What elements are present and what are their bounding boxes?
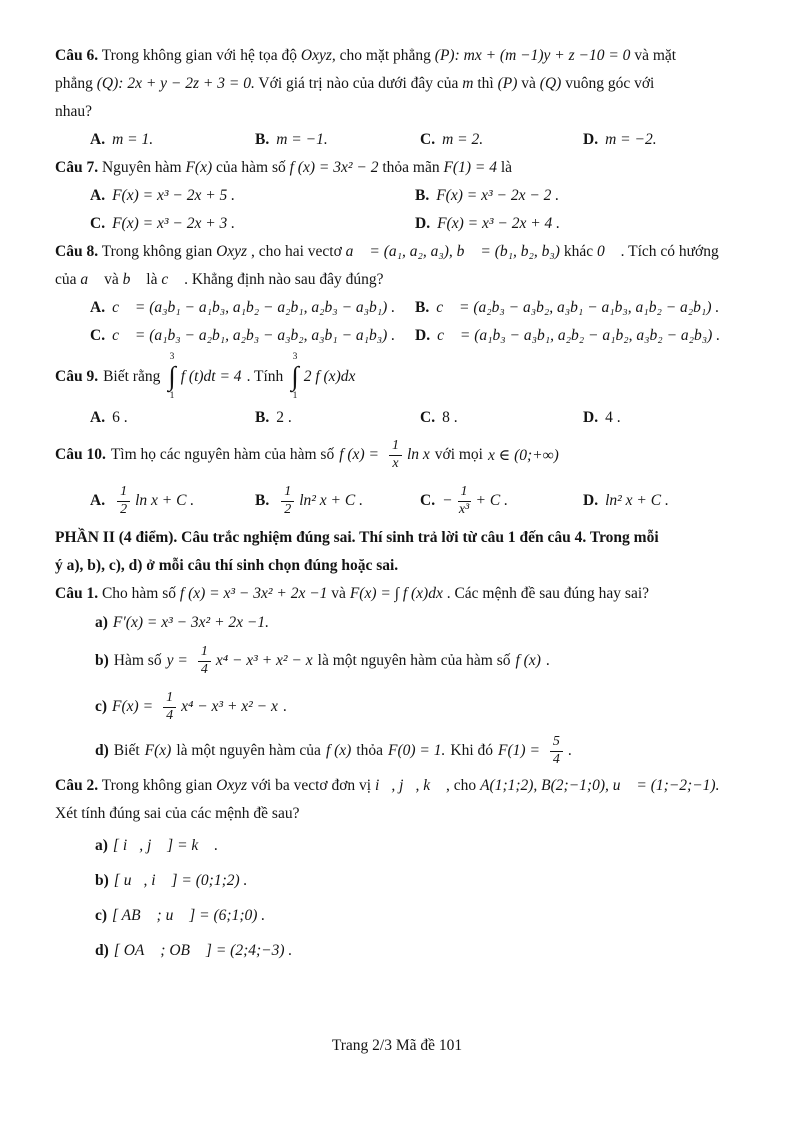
item-letter: b) bbox=[95, 871, 109, 889]
question-10-math: ln x bbox=[406, 446, 430, 463]
question-6-text: phẳng bbox=[55, 75, 97, 92]
question-8-text: , cho hai vectơ bbox=[247, 243, 346, 260]
q9-option-a bbox=[90, 404, 255, 432]
option-letter: C. bbox=[90, 215, 106, 232]
question-9 bbox=[55, 350, 741, 432]
q10-option-b bbox=[255, 478, 420, 524]
question-6-text: vuông góc với bbox=[561, 75, 655, 92]
p2q1-text: và bbox=[327, 585, 350, 602]
question-6-math: Oxyz, bbox=[300, 47, 336, 64]
item-math: F(x) bbox=[144, 742, 172, 759]
fraction bbox=[550, 735, 563, 767]
option-value: c⃗ = (a₁b₃ − a₃b₁, a₂b₂ − a₁b₂, a₃b₂ − a₂b₃) . bbox=[437, 327, 721, 344]
question-10-label: Câu 10. bbox=[55, 446, 106, 463]
item-math: y = bbox=[166, 652, 188, 669]
p2q2-math: Oxyz bbox=[216, 777, 248, 794]
integral-upper-limit: 3 bbox=[292, 352, 298, 362]
p2q2-text: Trong không gian bbox=[101, 777, 217, 794]
fraction-denominator: 2 bbox=[284, 501, 292, 517]
option-letter: D. bbox=[583, 131, 599, 148]
part2-question-1 bbox=[55, 580, 741, 772]
fraction-numerator: 5 bbox=[550, 735, 563, 752]
question-6-math: m bbox=[462, 75, 474, 92]
part-2-header bbox=[55, 524, 741, 580]
option-letter: A. bbox=[90, 299, 106, 316]
fraction-denominator: 4 bbox=[166, 707, 174, 723]
question-8-text: khác bbox=[559, 243, 597, 260]
p2q2-label: Câu 2. bbox=[55, 777, 99, 794]
option-value: 8 . bbox=[442, 409, 458, 426]
question-7-options bbox=[55, 182, 741, 238]
option-letter: A. bbox=[90, 409, 106, 426]
question-6-label: Câu 6. bbox=[55, 47, 99, 64]
p2q1-line-1 bbox=[55, 580, 741, 608]
q8-option-c bbox=[90, 322, 415, 350]
question-6-math: (Q): 2x + y − 2z + 3 = 0. bbox=[96, 75, 255, 92]
fraction bbox=[281, 485, 294, 517]
option-letter: B. bbox=[255, 492, 270, 509]
fraction-numerator: 1 bbox=[198, 645, 211, 662]
option-value: c⃗ = (a₁b₃ − a₂b₁, a₂b₃ − a₃b₂, a₃b₁ − a₁b₃) . bbox=[112, 327, 396, 344]
item-math: f (x) bbox=[515, 652, 541, 669]
question-7-line-1 bbox=[55, 154, 741, 182]
option-letter: C. bbox=[420, 409, 436, 426]
item-letter: d) bbox=[95, 742, 109, 759]
item-text: . bbox=[282, 698, 287, 715]
question-10-math: f (x) = bbox=[339, 446, 379, 463]
item-math: F(0) = 1. bbox=[388, 742, 446, 759]
page-footer: Trang 2/3 Mã đề 101 bbox=[331, 1037, 463, 1054]
page-content bbox=[55, 42, 741, 968]
p2q2-item-a bbox=[55, 828, 741, 863]
question-10-math: x ∈ (0;+∞) bbox=[488, 446, 559, 464]
question-9-math: 2 f (x)dx bbox=[303, 368, 356, 385]
p2q1-item-a bbox=[55, 608, 741, 638]
item-math: F(1) = bbox=[498, 742, 540, 759]
question-8-math: b⃗ bbox=[122, 271, 143, 288]
question-7-text: Nguyên hàm bbox=[101, 159, 186, 176]
question-8-text: của bbox=[55, 271, 81, 288]
item-math: f (x) bbox=[325, 742, 352, 759]
question-8 bbox=[55, 238, 741, 350]
item-letter: b) bbox=[95, 652, 109, 669]
fraction-denominator: x bbox=[392, 455, 399, 471]
question-8-math: c⃗ bbox=[161, 271, 181, 288]
question-9-options bbox=[55, 404, 741, 432]
integral-upper-limit: 3 bbox=[169, 352, 175, 362]
question-8-math: Oxyz bbox=[216, 243, 248, 260]
question-10-line-1 bbox=[55, 432, 741, 478]
question-8-math: 0⃗ bbox=[596, 243, 617, 260]
p2q2-line-2: Xét tính đúng sai của các mệnh đề sau? bbox=[55, 805, 300, 822]
p2q2-text: , cho bbox=[442, 777, 481, 794]
item-text: là một nguyên hàm của hàm số bbox=[317, 652, 511, 669]
integral-lower-limit: 1 bbox=[292, 390, 298, 401]
item-text: Hàm số bbox=[113, 652, 162, 669]
integral-symbol bbox=[168, 353, 175, 401]
question-7-math: f (x) = 3x² − 2 bbox=[289, 159, 379, 176]
option-letter: D. bbox=[583, 492, 599, 509]
fraction-denominator: 4 bbox=[200, 661, 208, 677]
question-8-text: . Khẳng định nào sau đây đúng? bbox=[180, 271, 384, 288]
item-text: . bbox=[567, 742, 572, 759]
fraction-denominator: x³ bbox=[458, 501, 470, 517]
question-8-label: Câu 8. bbox=[55, 243, 99, 260]
fraction-numerator: 1 bbox=[389, 439, 402, 456]
question-9-text: . Tính bbox=[246, 368, 284, 385]
option-letter: D. bbox=[583, 409, 599, 426]
option-letter: B. bbox=[415, 187, 430, 204]
question-8-line-2 bbox=[55, 266, 741, 294]
p2q1-math: f (x) = x³ − 3x² + 2x −1 bbox=[179, 585, 328, 602]
item-math: F(x) = bbox=[112, 698, 154, 715]
question-10-options bbox=[55, 478, 741, 524]
fraction-numerator: 1 bbox=[281, 485, 294, 502]
question-6-text: Với giá trị nào của dưới đây của bbox=[254, 75, 463, 92]
option-value: 6 . bbox=[112, 409, 128, 426]
option-letter: D. bbox=[415, 327, 431, 344]
q10-option-a bbox=[90, 478, 255, 524]
option-value: c⃗ = (a₂b₃ − a₃b₂, a₃b₁ − a₁b₃, a₁b₂ − a₂b₁) . bbox=[436, 299, 720, 316]
option-letter: C. bbox=[420, 131, 436, 148]
fraction-numerator: 1 bbox=[117, 485, 130, 502]
option-value: F(x) = x³ − 2x + 5 . bbox=[112, 187, 236, 204]
q7-option-b bbox=[415, 182, 741, 210]
question-6-text: cho mặt phẳng bbox=[335, 47, 435, 64]
option-value: F(x) = x³ − 2x + 4 . bbox=[437, 215, 561, 232]
q6-option-d bbox=[583, 126, 741, 154]
q9-option-b bbox=[255, 404, 420, 432]
option-sign: − bbox=[442, 492, 453, 509]
question-6-math: (P): mx + (m −1)y + z −10 = 0 bbox=[434, 47, 631, 64]
p2q2-line-1 bbox=[55, 772, 741, 800]
option-value: ln² x + C . bbox=[605, 492, 669, 509]
item-statement: [ u⃗, i⃗ ] = (0;1;2) . bbox=[113, 871, 248, 889]
p2q2-item-c bbox=[55, 898, 741, 933]
option-letter: B. bbox=[415, 299, 430, 316]
item-letter: a) bbox=[95, 836, 108, 854]
item-text: Khi đó bbox=[450, 742, 494, 759]
question-7-math: F(1) = 4 bbox=[443, 159, 497, 176]
question-8-math: a⃗ bbox=[80, 271, 101, 288]
question-7-text: của hàm số bbox=[212, 159, 290, 176]
fraction bbox=[163, 691, 176, 723]
integral-glyph: ∫ bbox=[168, 360, 176, 391]
question-9-line-1 bbox=[55, 350, 741, 404]
q7-option-c bbox=[90, 210, 415, 238]
p2q1-label: Câu 1. bbox=[55, 585, 99, 602]
fraction bbox=[198, 645, 211, 677]
part-2-header-line-1: PHẦN II (4 điểm). Câu trắc nghiệm đúng sai. Thí sinh trả lời từ câu 1 đến câu 4. Trong mỗi bbox=[55, 529, 659, 546]
question-7-math: F(x) bbox=[185, 159, 213, 176]
question-7-label: Câu 7. bbox=[55, 159, 99, 176]
fraction-denominator: 2 bbox=[120, 501, 128, 517]
fraction-numerator: 1 bbox=[458, 485, 471, 502]
question-8-math: a⃗ = (a₁, a₂, a₃), b⃗ = (b₁, b₂, b₃) bbox=[345, 243, 560, 260]
question-6-text: thì bbox=[473, 75, 498, 92]
option-letter: A. bbox=[90, 492, 106, 509]
q6-option-a bbox=[90, 126, 255, 154]
option-value: F(x) = x³ − 2x + 3 . bbox=[112, 215, 236, 232]
option-value: ln x + C . bbox=[135, 492, 195, 509]
item-text: . bbox=[545, 652, 550, 669]
p2q2-text: với ba vectơ đơn vị bbox=[247, 777, 375, 794]
option-value: 4 . bbox=[605, 409, 621, 426]
question-7-text: là bbox=[496, 159, 513, 176]
option-letter: C. bbox=[90, 327, 106, 344]
option-value: 2 . bbox=[276, 409, 292, 426]
option-letter: D. bbox=[415, 215, 431, 232]
item-letter: d) bbox=[95, 941, 109, 959]
question-6-math: (Q) bbox=[539, 75, 562, 92]
option-value: F(x) = x³ − 2x − 2 . bbox=[436, 187, 560, 204]
option-value: m = 2. bbox=[442, 131, 484, 148]
question-8-text: là bbox=[142, 271, 162, 288]
question-6-text: và bbox=[517, 75, 540, 92]
p2q2-item-b bbox=[55, 863, 741, 898]
option-value: m = −2. bbox=[605, 131, 657, 148]
fraction bbox=[117, 485, 130, 517]
question-6 bbox=[55, 42, 741, 154]
q8-option-d bbox=[415, 322, 741, 350]
q7-option-d bbox=[415, 210, 741, 238]
q9-option-c bbox=[420, 404, 583, 432]
question-7-text: thỏa mãn bbox=[378, 159, 444, 176]
item-text: Biết bbox=[113, 742, 140, 759]
q9-option-d bbox=[583, 404, 741, 432]
item-math: x⁴ − x³ + x² − x bbox=[215, 652, 313, 669]
fraction bbox=[458, 485, 471, 517]
question-10-text: Tìm họ các nguyên hàm của hàm số bbox=[110, 446, 335, 463]
question-6-line-3: nhau? bbox=[55, 103, 93, 120]
option-letter: B. bbox=[255, 131, 270, 148]
item-letter: a) bbox=[95, 614, 108, 631]
item-text: thỏa bbox=[356, 742, 384, 759]
option-letter: A. bbox=[90, 131, 106, 148]
question-6-math: (P) bbox=[497, 75, 518, 92]
item-letter: c) bbox=[95, 698, 108, 715]
p2q1-text: Cho hàm số bbox=[101, 585, 180, 602]
q7-option-a bbox=[90, 182, 415, 210]
question-6-line-2 bbox=[55, 70, 741, 98]
p2q1-text: . Các mệnh đề sau đúng hay sai? bbox=[442, 585, 650, 602]
question-8-text: . Tích có hướng bbox=[616, 243, 719, 260]
item-letter: c) bbox=[95, 906, 108, 924]
question-6-text: Trong không gian với hệ tọa độ bbox=[101, 47, 301, 64]
question-8-text: Trong không gian bbox=[101, 243, 217, 260]
integral-lower-limit: 1 bbox=[169, 390, 175, 401]
option-value: + C . bbox=[475, 492, 508, 509]
question-9-label: Câu 9. bbox=[55, 368, 99, 385]
question-9-text: Biết rằng bbox=[103, 368, 161, 385]
q8-option-a bbox=[90, 294, 415, 322]
question-9-math: f (t)dt = 4 bbox=[180, 368, 242, 385]
fraction-denominator: 4 bbox=[552, 751, 560, 767]
option-value: c⃗ = (a₃b₁ − a₁b₃, a₁b₂ − a₂b₁, a₂b₃ − a₃b₁) . bbox=[112, 299, 396, 316]
option-letter: B. bbox=[255, 409, 270, 426]
q10-option-d bbox=[583, 478, 741, 524]
p2q1-item-d bbox=[55, 730, 741, 772]
part-2-header-line-2: ý a), b), c), d) ở mỗi câu thí sinh chọn đúng hoặc sai. bbox=[55, 557, 399, 574]
question-8-text: và bbox=[100, 271, 123, 288]
fraction bbox=[389, 439, 402, 471]
option-value: m = −1. bbox=[276, 131, 328, 148]
item-statement: [ AB⃗ ; u⃗ ] = (6;1;0) . bbox=[112, 906, 266, 924]
question-7 bbox=[55, 154, 741, 238]
option-letter: A. bbox=[90, 187, 106, 204]
p2q2-item-d bbox=[55, 933, 741, 968]
question-10-text: với mọi bbox=[434, 446, 483, 463]
question-8-line-1 bbox=[55, 238, 741, 266]
q10-option-c bbox=[420, 478, 583, 524]
question-6-line-1 bbox=[55, 42, 741, 70]
p2q1-item-b bbox=[55, 638, 741, 684]
p2q2-math: i⃗, j⃗, k⃗ bbox=[375, 777, 443, 794]
item-math: x⁴ − x³ + x² − x bbox=[181, 698, 278, 715]
item-text: là một nguyên hàm của bbox=[176, 742, 321, 759]
option-value: m = 1. bbox=[112, 131, 154, 148]
fraction-numerator: 1 bbox=[163, 691, 176, 708]
question-8-options bbox=[55, 294, 741, 350]
q6-option-c bbox=[420, 126, 583, 154]
q8-option-b bbox=[415, 294, 741, 322]
item-statement: [ OA⃗ ; OB⃗ ] = (2;4;−3) . bbox=[113, 941, 293, 959]
integral-glyph: ∫ bbox=[291, 360, 299, 391]
p2q2-math: A(1;1;2), B(2;−1;0), u⃗ = (1;−2;−1). bbox=[480, 777, 720, 794]
item-statement: F′(x) = x³ − 3x² + 2x −1. bbox=[112, 614, 270, 631]
item-statement: [ i⃗, j⃗ ] = k⃗ . bbox=[112, 836, 219, 854]
p2q1-item-c bbox=[55, 684, 741, 730]
p2q1-math: F(x) = ∫ f (x)dx bbox=[349, 585, 443, 602]
question-10 bbox=[55, 432, 741, 524]
q6-option-b bbox=[255, 126, 420, 154]
part2-question-2 bbox=[55, 772, 741, 968]
option-value: ln² x + C . bbox=[299, 492, 363, 509]
option-letter: C. bbox=[420, 492, 436, 509]
question-6-text: và mặt bbox=[630, 47, 677, 64]
question-6-options bbox=[55, 126, 741, 154]
integral-symbol bbox=[291, 353, 298, 401]
